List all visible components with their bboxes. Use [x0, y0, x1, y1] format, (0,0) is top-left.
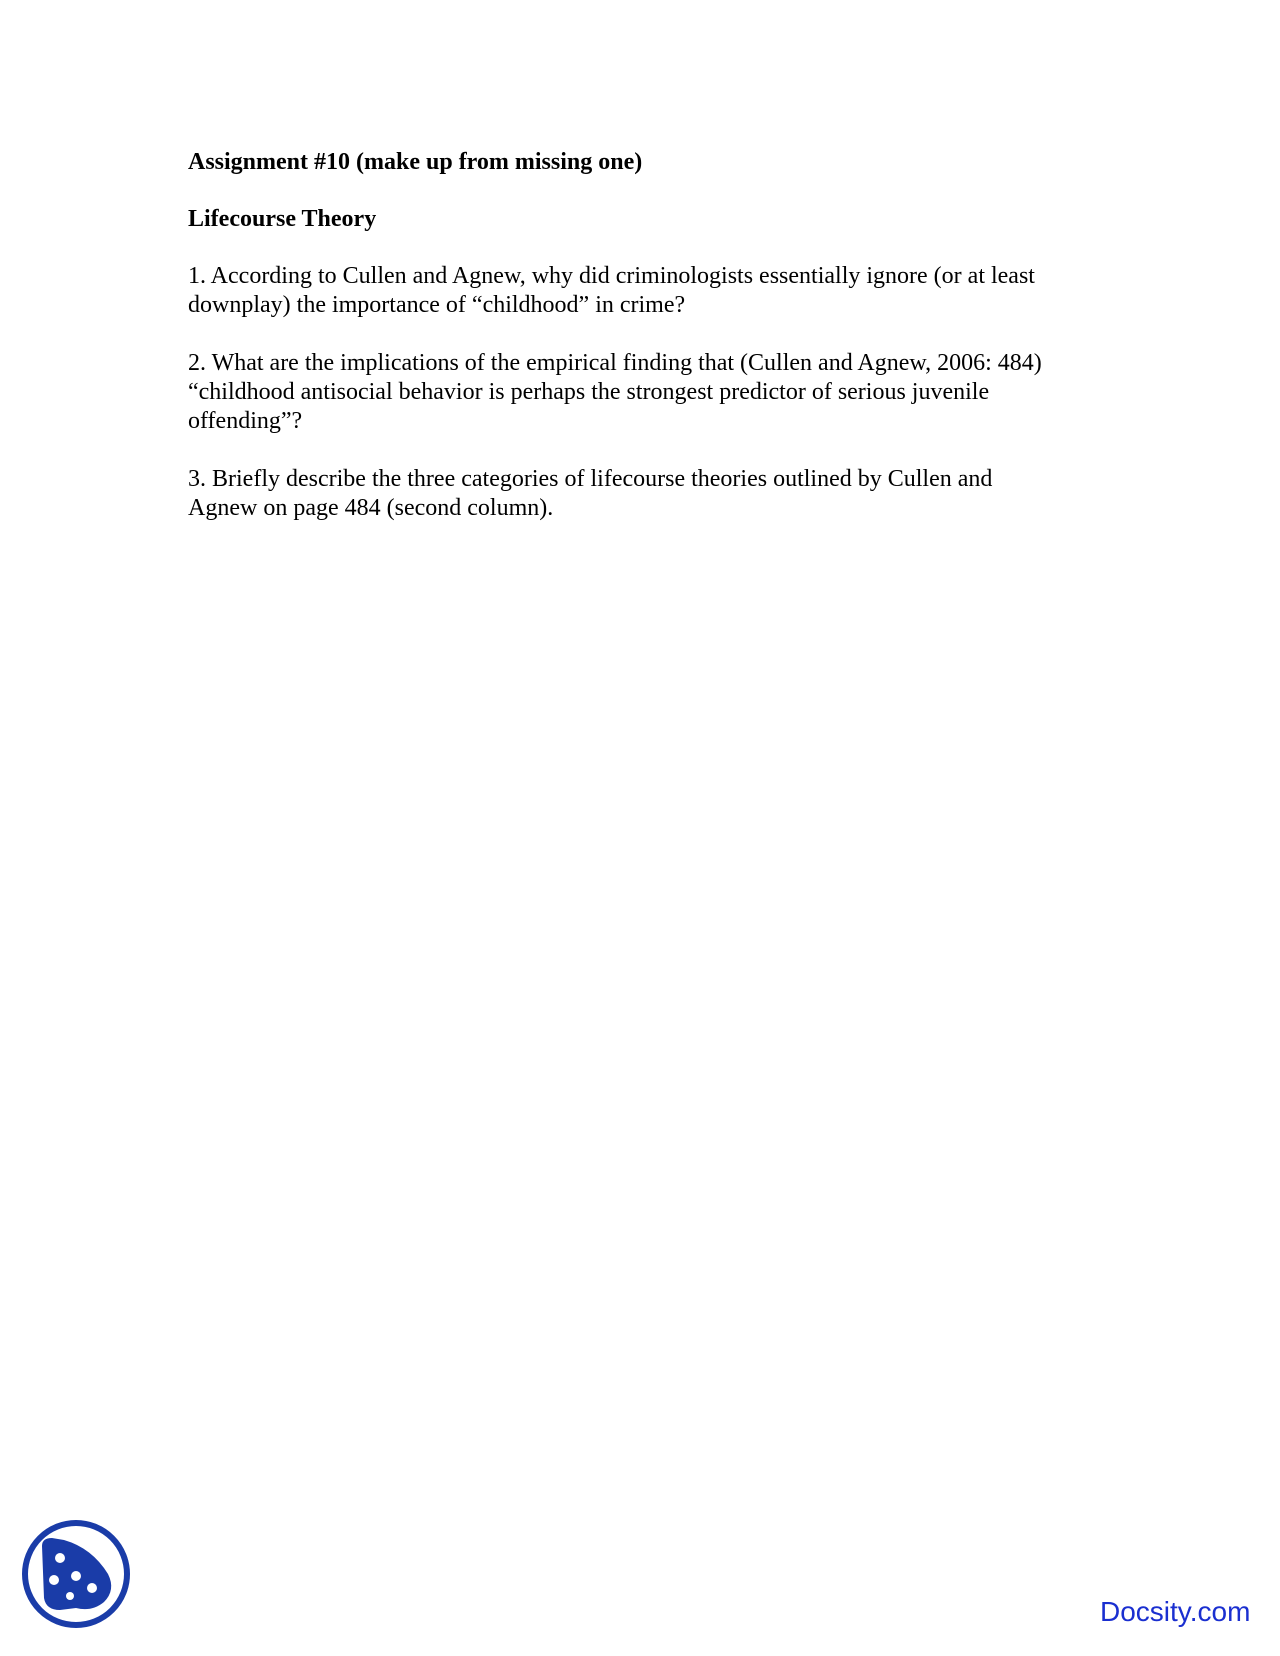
section-heading: Lifecourse Theory	[188, 206, 377, 232]
question-1: 1. According to Cullen and Agnew, why did criminologists essentially ignore (or at least downplay) the importance of “childhood” in crime?	[188, 263, 1035, 318]
docsity-brand-link[interactable]: Docsity.com	[1100, 1596, 1251, 1627]
question-3: 3. Briefly describe the three categories of lifecourse theories outlined by Cullen and Agnew on page 484 (second column).	[188, 466, 993, 521]
question-2: 2. What are the implications of the empirical finding that (Cullen and Agnew, 2006: 484) “childhood antisocial behavior is perhaps the strongest predictor of serious juvenile offending”?	[188, 350, 1042, 434]
docsity-logo-icon[interactable]	[20, 1518, 132, 1630]
document-body	[188, 148, 1088, 552]
assignment-title: Assignment #10 (make up from missing one)	[188, 149, 643, 175]
